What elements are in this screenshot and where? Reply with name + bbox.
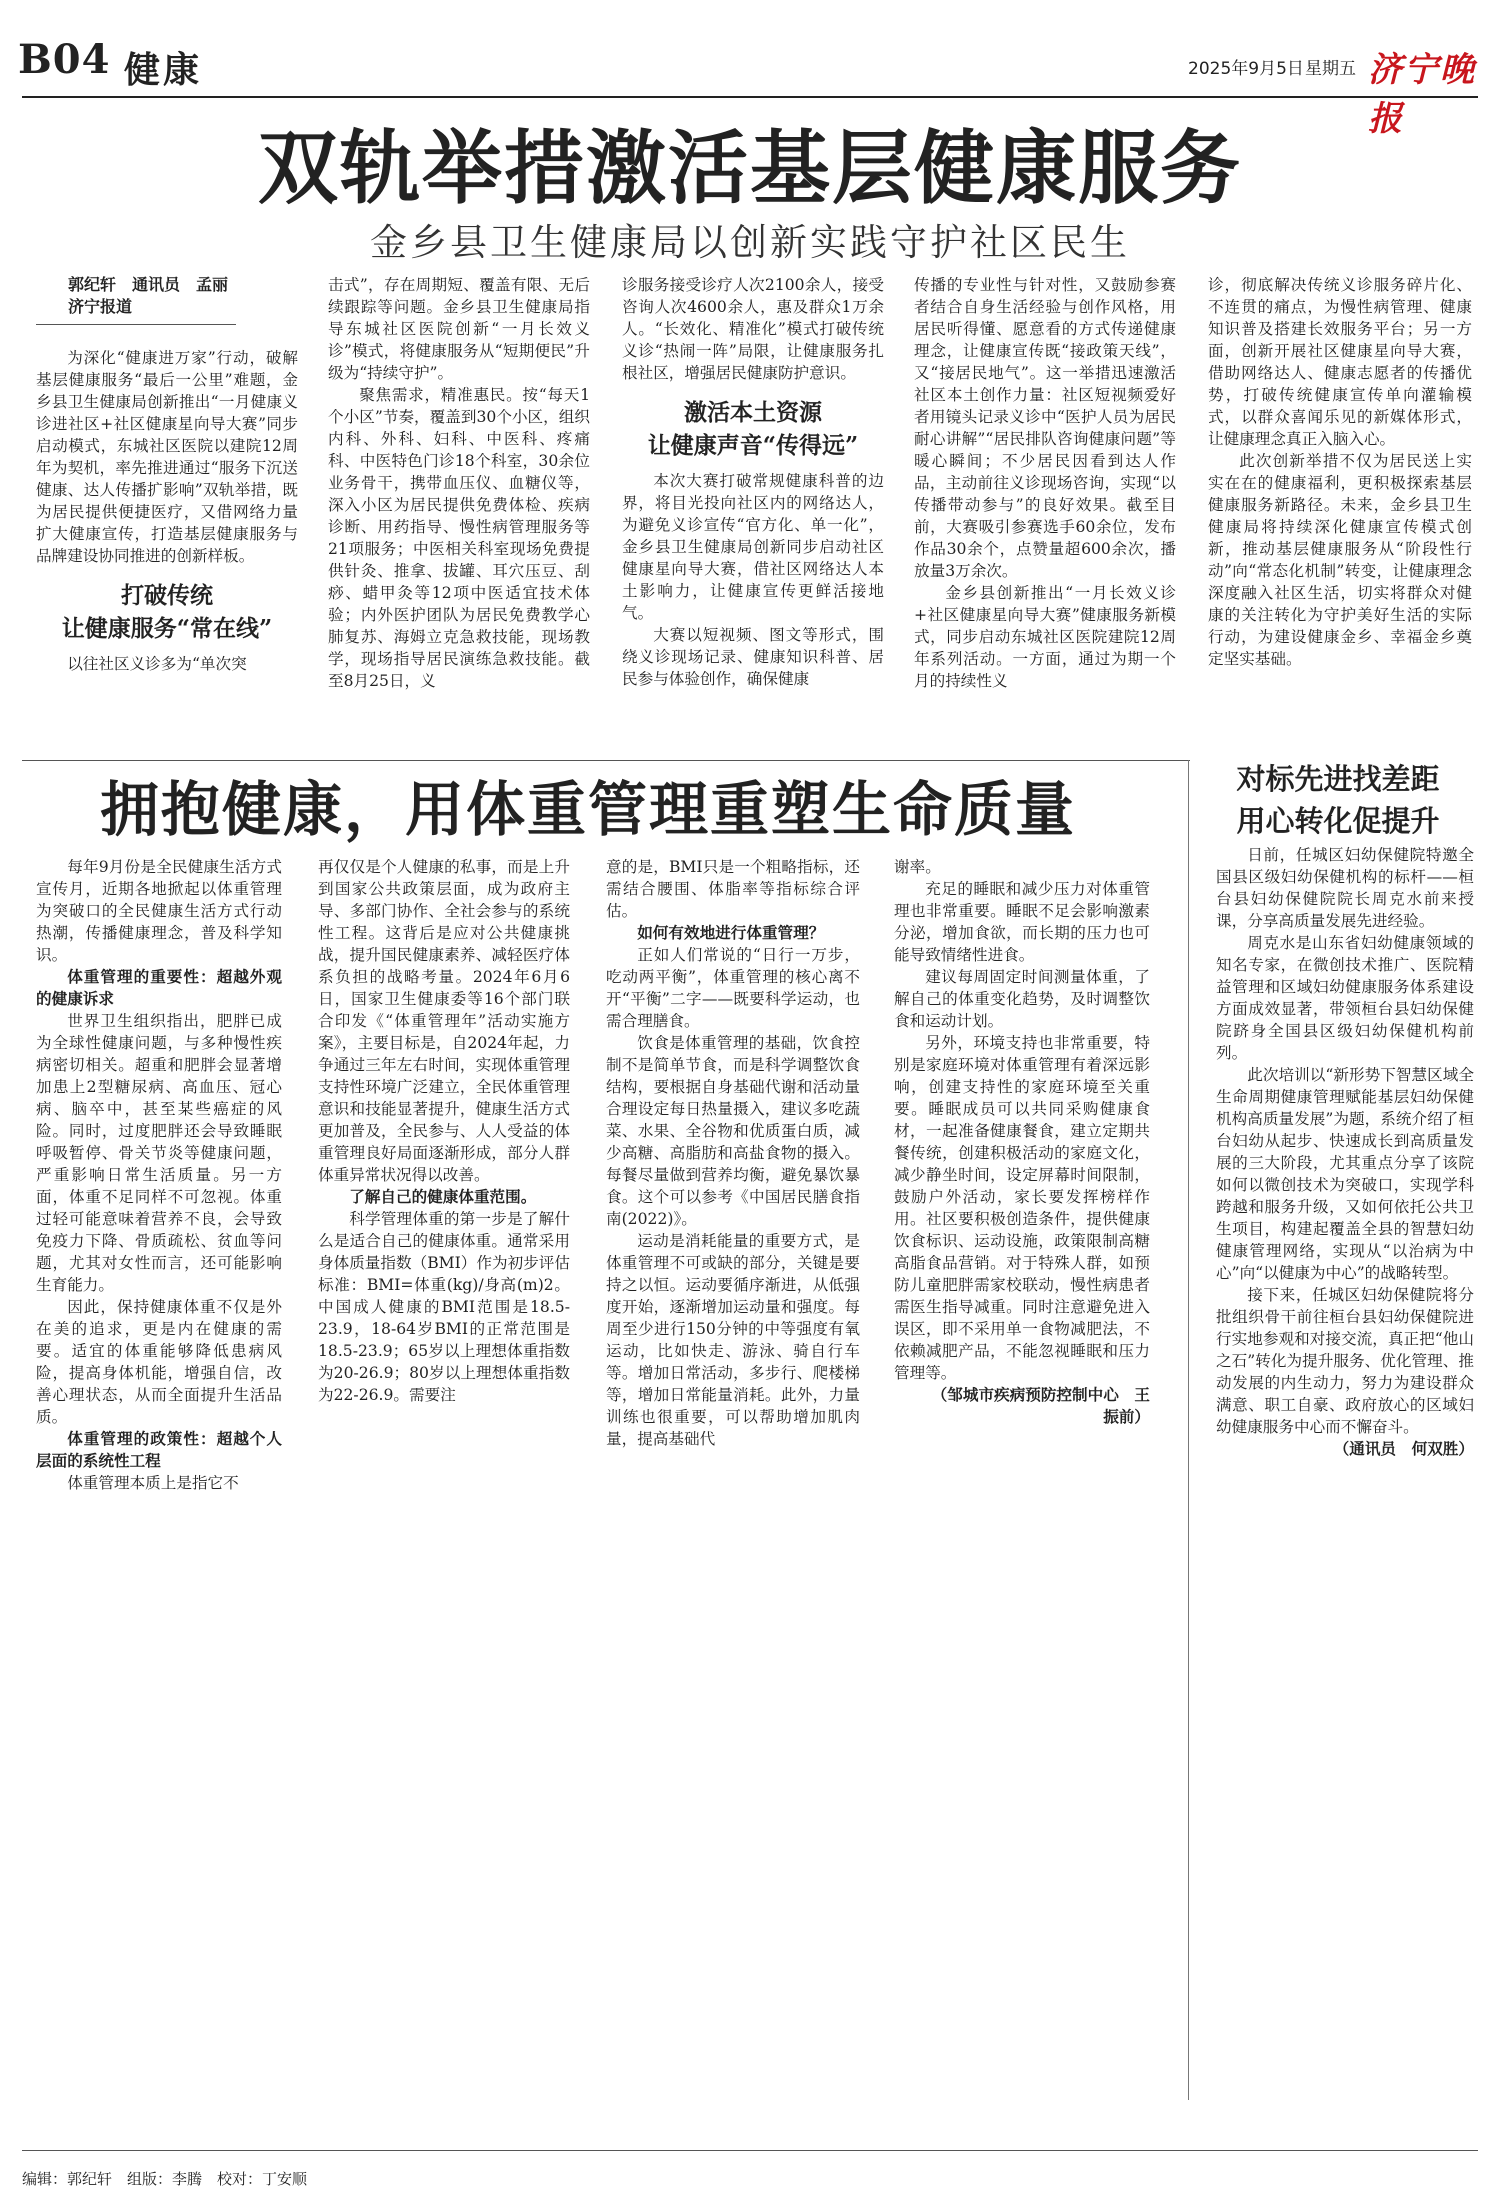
- paragraph: 世界卫生组织指出，肥胖已成为全球性健康问题，与多种慢性疾病密切相关。超重和肥胖会显著增加患上2型糖尿病、高血压、冠心病、脑卒中，甚至某些癌症的风险。同时，过度肥胖还会导致睡眠呼吸暂停、骨关节炎等健康问题，严重影响日常生活质量。另一方面，体重不足同样不可忽视。体重过轻可能意味着营养不良，会导致免疫力下降、骨质疏松、贫血等问题，尤其对女性而言，还可能影响生育能力。: [36, 1012, 282, 1294]
- article1-column-3: [622, 274, 884, 754]
- paragraph: 诊，彻底解决传统义诊服务碎片化、不连贯的痛点，为慢性病管理、健康知识普及搭建长效服务平台；另一方面，创新开展社区健康星向导大赛，借助网络达人、健康志愿者的传播优势，打破传统健康宣传单向灌输模式，以群众喜闻乐见的新媒体形式，让健康理念真正入脑入心。: [1208, 276, 1472, 448]
- paragraph: 以往社区义诊多为“单次突: [67, 655, 247, 673]
- paragraph: 日前，任城区妇幼保健院特邀全国县区级妇幼保健机构的标杆——桓台县妇幼保健院院长周克水前来授课，分享高质量发展先进经验。: [1216, 846, 1474, 930]
- article1-byline: 郭纪轩 通讯员 孟丽: [68, 275, 229, 294]
- paragraph: 周克水是山东省妇幼健康领域的知名专家，在微创技术推广、医院精益管理和区域妇幼健康服务体系建设方面成效显著，带领桓台县妇幼保健院跻身全国县区级妇幼保健机构前列。: [1216, 934, 1474, 1062]
- article2-column-3: [606, 856, 860, 2096]
- section-name: 健康: [124, 49, 203, 91]
- article2-column-2: [318, 856, 570, 2096]
- paragraph: 传播的专业性与针对性，又鼓励参赛者结合自身生活经验与创作风格，用居民听得懂、愿意看的方式传递健康理念，让健康宣传既“接政策天线”，又“接居民地气”。这一举措迅速激活社区本土创作力量：社区短视频爱好者用镜头记录义诊中“医护人员为居民耐心讲解”“居民排队咨询健康问题”等暖心瞬间；不少居民因看到达人作品，主动前往义诊现场咨询，实现“以传播带动参与”的良好效果。截至目前，大赛吸引参赛选手60余位，发布作品30余个，点赞量超600余次，播放量3万余次。: [914, 276, 1176, 580]
- section-heading: 体重管理的重要性：超越外观的健康诉求: [36, 967, 282, 1008]
- column-divider: [1188, 760, 1189, 2100]
- article3-body: [1216, 844, 1474, 2104]
- paragraph: 另外，环境支持也非常重要，特别是家庭环境对体重管理有着深远影响，创建支持性的家庭环境至关重要。睡眠成员可以共同采购健康食材，一起准备健康餐食，建立定期共餐传统，创建积极活动的家庭文化，减少静坐时间，设定屏幕时间限制，鼓励户外活动，家长要发挥榜样作用。社区要积极创造条件，提供健康饮食标识、运动设施，政策限制高糖高脂食品营销。对于特殊人群，如预防儿童肥胖需家校联动，慢性病患者需医生指导减重。同时注意避免进入误区，即不采用单一食物减肥法，不依赖减肥产品，不能忽视睡眠和压力管理等。: [894, 1034, 1150, 1382]
- paragraph: 此次创新举措不仅为居民送上实实在在的健康福利，更积极探索基层健康服务新路径。未来，金乡县卫生健康局将持续深化健康宣传模式创新，推动基层健康服务从“阶段性行动”向“常态化机制”转变，让健康理念深度融入社区生活，切实将群众对健康的关注转化为守护美好生活的实际行动，为建设健康金乡、幸福金乡奠定坚实基础。: [1208, 452, 1472, 668]
- section-heading: 了解自己的健康体重范围。: [349, 1187, 537, 1206]
- paragraph: 正如人们常说的“日行一万步，吃动两平衡”，体重管理的核心离不开“平衡”二字——既要科学运动，也需合理膳食。: [606, 946, 860, 1030]
- header-rule: [22, 96, 1478, 98]
- paragraph: 运动是消耗能量的重要方式，是体重管理不可或缺的部分，关键是要持之以恒。运动要循序渐进，从低强度开始，逐渐增加运动量和强度。每周至少进行150分钟的中等强度有氧运动，比如快走、游泳、骑自行车等。增加日常活动，多步行、爬楼梯等，增加日常能量消耗。此外，力量训练也很重要，可以帮助增加肌肉量，提高基础代: [606, 1232, 860, 1448]
- article-separator: [22, 760, 1190, 761]
- article1-subhead-a: 打破传统 让健康服务“常在线”: [61, 582, 273, 642]
- article1-subtitle: 金乡县卫生健康局以创新实践守护社区民生: [370, 221, 1130, 264]
- paragraph: 此次培训以“新形势下智慧区域全生命周期健康管理赋能基层妇幼保健机构高质量发展”为题，系统介绍了桓台妇幼从起步、快速成长到高质量发展的三大阶段，尤其重点分享了该院如何以微创技术为突破口，实现学科跨越和服务升级，又如何依托公共卫生项目，构建起覆盖全县的智慧妇幼健康管理网络，实现从“以治病为中心”向“以健康为中心”的战略转型。: [1216, 1066, 1474, 1282]
- paragraph: 建议每周固定时间测量体重，了解自己的体重变化趋势，及时调整饮食和运动计划。: [894, 968, 1150, 1030]
- issue-weekday: 星期五: [1305, 59, 1356, 79]
- section-heading: 体重管理的政策性：超越个人层面的系统性工程: [36, 1429, 282, 1470]
- footer-rule: [22, 2150, 1478, 2151]
- paragraph: 谢率。: [894, 858, 941, 876]
- paragraph: 金乡县创新推出“一月长效义诊+社区健康星向导大赛”健康服务新模式，同步启动东城社区医院建院12周年系列活动。一方面，通过为期一个月的持续性义: [914, 584, 1176, 690]
- article3-title: 对标先进找差距 用心转化促提升: [1236, 762, 1440, 838]
- paragraph: 意的是，BMI只是一个粗略指标，还需结合腰围、体脂率等指标综合评估。: [606, 858, 860, 920]
- issue-date: 2025年9月5日: [1188, 59, 1304, 79]
- article1-subhead-b: 激活本土资源 让健康声音“传得远”: [647, 399, 859, 459]
- article2-column-1: [36, 856, 282, 2096]
- article1-title: 双轨举措激活基层健康服务: [258, 121, 1242, 215]
- paragraph: 诊服务接受诊疗人次2100余人，接受咨询人次4600余人，惠及群众1万余人。“长效化、精准化”模式打破传统义诊“热闹一阵”局限，让健康服务扎根社区，增强居民健康防护意识。: [622, 276, 884, 382]
- paragraph: 聚焦需求，精准惠民。按“每天1个小区”节奏，覆盖到30个小区，组织内科、外科、妇科、中医科、疼痛科、中医特色门诊18个科室，30余位业务骨干，携带血压仪、血糖仪等，深入小区为居民提供免费体检、疾病诊断、用药指导、慢性病管理服务等21项服务；中医相关科室现场免费提供针灸、推拿、拔罐、耳穴压豆、刮痧、蜡甲灸等12项中医适宜技术体验；内外医护团队为居民免费教学心肺复苏、海姆立克急救技能，现场教学，现场指导居民演练急救技能。截至8月25日，义: [328, 386, 590, 690]
- page-code: B04: [18, 36, 111, 83]
- paragraph: 体重管理本质上是指它不: [67, 1474, 239, 1492]
- paragraph: 充足的睡眠和减少压力对体重管理也非常重要。睡眠不足会影响激素分泌，增加食欲，而长期的压力也可能导致情绪性进食。: [894, 880, 1150, 964]
- paragraph: 本次大赛打破常规健康科普的边界，将目光投向社区内的网络达人，为避免义诊宣传“官方化、单一化”，金乡县卫生健康局创新同步启动社区健康星向导大赛，借社区网络达人本土影响力，让健康宣传更鲜活接地气。: [622, 472, 884, 622]
- newspaper-logo: 济宁晚报: [1368, 50, 1476, 139]
- article1-column-2: [328, 274, 590, 754]
- paragraph: 科学管理体重的第一步是了解什么是适合自己的健康体重。通常采用身体质量指数（BMI）作为初步评估标准：BMI=体重(kg)/身高(m)2。中国成人健康的BMI范围是18.5-23.9，18-64岁BMI的正常范围是18.5-23.9；65岁以上理想体重指数为20-26.9；80岁以上理想体重指数为22-26.9。需要注: [318, 1210, 570, 1404]
- article2-column-4: [894, 856, 1150, 2096]
- article2-title: 拥抱健康，用体重管理重塑生命质量: [100, 775, 1077, 844]
- paragraph: 再仅仅是个人健康的私事，而是上升到国家公共政策层面，成为政府主导、多部门协作、全社会参与的系统性工程。这背后是应对公共健康挑战，提升国民健康素养、减轻医疗体系负担的战略考量。2024年6月6日，国家卫生健康委等16个部门联合印发《“体重管理年”活动实施方案》，主要目标是，自2024年起，力争通过三年左右时间，实现体重管理支持性环境广泛建立，全民体重管理意识和技能显著提升，健康生活方式更加普及，全民参与、人人受益的体重管理良好局面逐渐形成，部分人群体重异常状况得以改善。: [318, 858, 570, 1184]
- paragraph: 为深化“健康进万家”行动，破解基层健康服务“最后一公里”难题，金乡县卫生健康局创新推出“一月健康义诊进社区+社区健康星向导大赛”同步启动模式，东城社区医院以建院12周年为契机，率先推进通过“服务下沉送健康、达人传播扩影响”双轨举措，既为居民提供便捷医疗，又借网络力量扩大健康宣传，打造基层健康服务与品牌建设协同推进的创新样板。: [36, 349, 298, 565]
- article2-signature: （邹城市疾病预防控制中心 王振前）: [931, 1385, 1150, 1426]
- paragraph: 因此，保持健康体重不仅是外在美的追求，更是内在健康的需要。适宜的体重能够降低患病风险，提高身体机能，增强自信，改善心理状态，从而全面提升生活品质。: [36, 1298, 282, 1426]
- paragraph: 饮食是体重管理的基础，饮食控制不是简单节食，而是科学调整饮食结构，要根据自身基础代谢和活动量合理设定每日热量摄入，建议多吃蔬菜、水果、全谷物和优质蛋白质，减少高糖、高脂肪和高盐食物的摄入。每餐尽量做到营养均衡，避免暴饮暴食。这个可以参考《中国居民膳食指南(2022)》。: [606, 1034, 860, 1228]
- article1-column-1: [36, 274, 298, 754]
- paragraph: 大赛以短视频、图文等形式，围绕义诊现场记录、健康知识科普、居民参与体验创作，确保健康: [622, 626, 884, 688]
- section-heading: 如何有效地进行体重管理？: [637, 923, 825, 942]
- paragraph: 击式”，存在周期短、覆盖有限、无后续跟踪等问题。金乡县卫生健康局指导东城社区医院创新“一月长效义诊”模式，将健康服务从“短期便民”升级为“持续守护”。: [328, 276, 590, 382]
- paragraph: 接下来，任城区妇幼保健院将分批组织骨干前往桓台县妇幼保健院进行实地参观和对接交流，真正把“他山之石”转化为提升服务、优化管理、推动发展的内生动力，努力为建设群众满意、职工自豪、政府放心的区域妇幼健康服务中心而不懈奋斗。: [1216, 1286, 1474, 1436]
- byline-rule: [36, 324, 236, 325]
- article1-byline-location: 济宁报道: [68, 297, 133, 316]
- article1-column-5: [1208, 274, 1472, 760]
- paragraph: 每年9月份是全民健康生活方式宣传月，近期各地掀起以体重管理为突破口的全民健康生活方式行动热潮，传播健康理念，普及科学知识。: [36, 858, 282, 964]
- article1-column-4: [914, 274, 1176, 754]
- article3-signature: （通讯员 何双胜）: [1333, 1439, 1474, 1458]
- footer-credits: 编辑：郭纪轩 组版：李腾 校对：丁安顺: [22, 2170, 308, 2188]
